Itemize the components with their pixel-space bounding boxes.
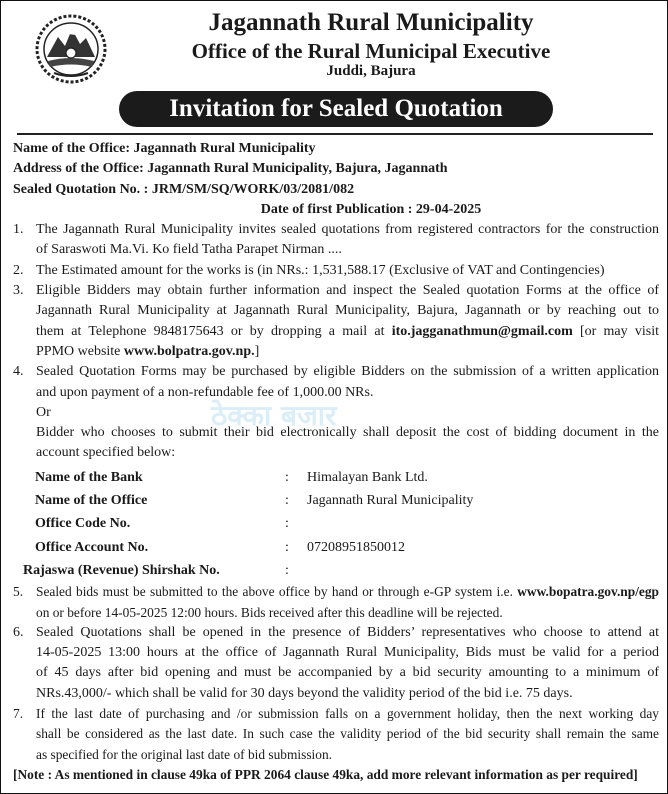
bank-row-colon: : <box>285 562 289 578</box>
ppmo-website: www.bolpatra.gov.np. <box>123 343 255 359</box>
clause-line <box>36 322 659 342</box>
clause-line: as specified for the original last date of bid submission. <box>36 746 333 762</box>
clause-number: 4. <box>13 364 24 380</box>
bank-row-colon: : <box>285 539 289 555</box>
bank-row-label: Name of the Office <box>35 493 148 509</box>
office-name: Name of the Office: Jagannath Rural Municipality <box>13 141 316 156</box>
clause-number: 7. <box>13 706 24 722</box>
nepal-emblem-icon <box>34 13 108 85</box>
clause-line: Bidder who chooses to submit their bid electronically shall deposit the cost of bidding document in the <box>36 425 659 441</box>
bank-row-colon: : <box>285 516 289 532</box>
or-line: Or <box>36 404 51 420</box>
clause-number: 1. <box>13 222 24 238</box>
footer-note: [Note : As mentioned in clause 49ka of PPR 2064 clause 49ka, add more relevant information as per required] <box>13 766 638 782</box>
bank-row-value: Jagannath Rural Municipality <box>307 493 474 509</box>
municipality-title: Jagannath Rural Municipality <box>208 9 534 36</box>
clause-line: Jagannath Rural Municipality at Jagannath Rural Municipality, Bajura, Jagannath or by reaching out to <box>36 303 659 319</box>
clause-text: [or may visit <box>572 323 659 339</box>
clause-text: Sealed bids must be submitted to the above office by hand or through e-GP system i.e. <box>36 584 518 600</box>
clause-text: PPMO website <box>36 343 124 359</box>
clause-line: on or before 14-05-2025 12:00 hours. Bids received after this deadline will be rejected. <box>36 604 503 620</box>
watermark: ठेक्का बजार <box>211 399 337 432</box>
clause-4 <box>13 362 659 463</box>
location-line: Juddi, Bajura <box>326 63 416 79</box>
bank-row <box>23 559 659 582</box>
clause-text: ] <box>254 343 260 359</box>
clause-5 <box>13 582 659 623</box>
clause-line: Sealed Quotations shall be opened in the presence of Bidders’ representatives who choose to attend at <box>36 624 659 640</box>
clause-line <box>36 582 659 602</box>
notice-body <box>13 139 659 785</box>
clause-number: 2. <box>13 262 24 278</box>
clause-line: The Jagannath Rural Municipality invites sealed quotations from registered contractors for the construction <box>36 222 659 238</box>
clause-line: NRs.43,000/- which shall be valid for 30 days beyond the validity period of the bid i.e. 75 days. <box>36 685 573 701</box>
clause-6 <box>13 623 659 704</box>
bank-row-label: Office Code No. <box>35 516 131 532</box>
bank-row-colon: : <box>285 493 289 509</box>
bank-row-label: Office Account No. <box>35 539 149 555</box>
bank-details-table <box>23 466 659 582</box>
clause-line: shall be considered as the last date. In such case the validity period of the bid security shall remain the same <box>36 726 659 742</box>
publication-date: Date of first Publication : 29-04-2025 <box>260 201 482 217</box>
office-address: Address of the Office: Jagannath Rural Municipality, Bajura, Jagannath <box>13 161 448 177</box>
clause-line: 14-05-2025 13:00 hours at the office of Jagannath Rural Municipality, Bids must be valid for a period <box>36 645 659 661</box>
clause-line: Eligible Bidders may obtain further information and inspect the Sealed quotation Forms at the office of <box>36 283 659 299</box>
clause-1 <box>13 220 659 261</box>
clause-number: 6. <box>13 624 24 640</box>
bank-row-label: Rajaswa (Revenue) Shirshak No. <box>23 562 220 578</box>
bank-row-value: 07208951850012 <box>307 539 405 555</box>
clause-number: 5. <box>13 584 24 600</box>
quotation-number: Sealed Quotation No. : JRM/SM/SQ/WORK/03/2081/082 <box>13 181 355 197</box>
clause-line: The Estimated amount for the works is (in NRs.: 1,531,588.17 (Exclusive of VAT and Contingencies) <box>36 262 605 278</box>
bank-row <box>35 466 659 489</box>
email-address: ito.jagganathmun@gmail.com <box>391 323 573 339</box>
bank-row-label: Name of the Bank <box>35 469 143 485</box>
clause-number: 3. <box>13 283 24 299</box>
clause-line: of 45 days after bid opening and must be accompanied by a bid security amounting to a minimum of <box>36 665 659 681</box>
header-divider <box>17 133 653 135</box>
clause-text: them at Telephone 9848175643 or by dropping a mail at <box>36 323 392 339</box>
clause-line <box>36 342 659 362</box>
clause-line: Sealed Quotation Forms may be purchased by eligible Bidders on the submission of a written application <box>36 364 659 380</box>
bank-row-value: Himalayan Bank Ltd. <box>307 469 428 485</box>
bank-row <box>35 536 659 559</box>
bank-row <box>35 489 659 512</box>
office-subtitle: Office of the Rural Municipal Executive <box>191 39 551 63</box>
clause-line: and upon payment of a non-refundable fee of 1,000.00 NRs. <box>36 384 374 400</box>
clause-2 <box>13 261 659 281</box>
clause-line: If the last date of purchasing and /or submission falls on a government holiday, then the next working day <box>36 706 659 722</box>
clause-line: of Saraswoti Ma.Vi. Ko field Tatha Parapet Nirman .... <box>36 242 342 258</box>
clause-line: account specified below: <box>36 445 176 461</box>
egp-url: www.bopatra.gov.np/egp <box>517 584 659 600</box>
notice-banner: Invitation for Sealed Quotation <box>119 91 553 127</box>
clause-3 <box>13 281 659 362</box>
bank-row <box>35 512 659 535</box>
bank-row-colon: : <box>285 469 289 485</box>
clause-7 <box>13 704 659 765</box>
